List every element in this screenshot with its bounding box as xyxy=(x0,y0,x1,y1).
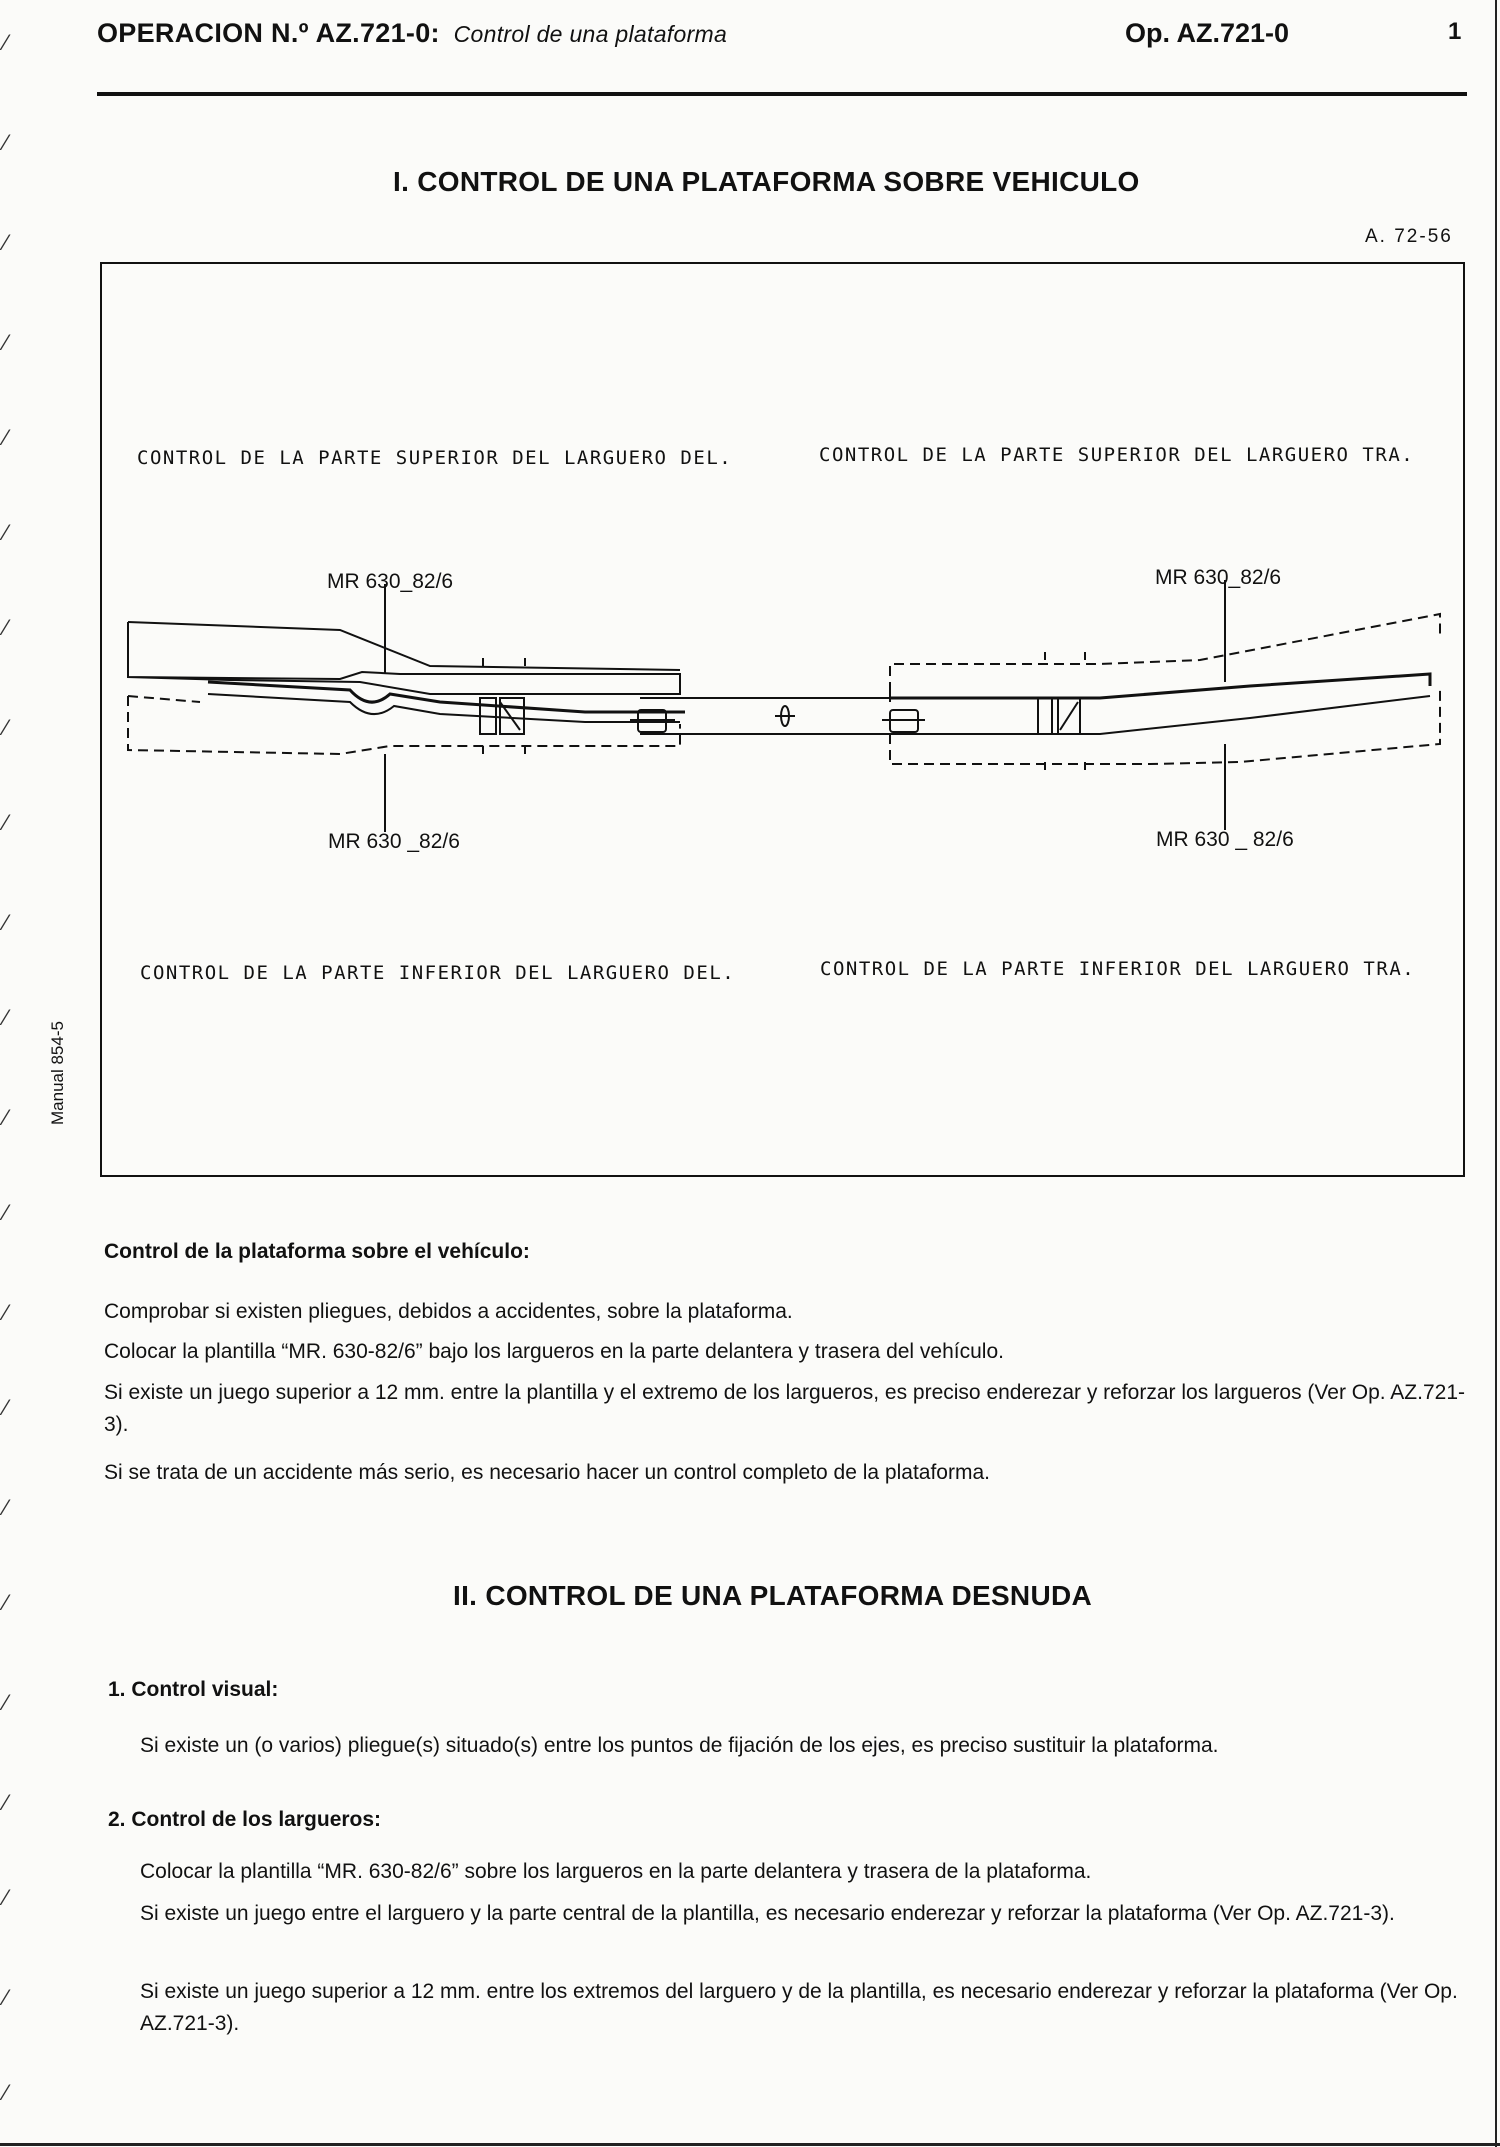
body1-para2: Colocar la plantilla “MR. 630-82/6” bajo los largueros en la parte delantera y trasera del vehículo. xyxy=(104,1340,1004,1363)
front-bottom-template xyxy=(128,696,680,754)
body1-para4: Si se trata de un accidente más serio, es necesario hacer un control completo de la plataforma. xyxy=(104,1461,990,1484)
mr-label-top-front: MR 630_82/6 xyxy=(327,570,454,593)
edge-mark: ⁄ xyxy=(4,130,8,155)
front-top-template-edge xyxy=(128,622,680,670)
edge-mark: ⁄ xyxy=(4,230,8,255)
edge-mark: ⁄ xyxy=(4,1790,8,1815)
mr-label-bottom-rear: MR 630 _ 82/6 xyxy=(1156,828,1294,851)
edge-mark: ⁄ xyxy=(4,520,8,545)
edge-mark: ⁄ xyxy=(4,1105,8,1130)
edge-mark: ⁄ xyxy=(4,910,8,935)
edge-mark: ⁄ xyxy=(4,715,8,740)
edge-mark: ⁄ xyxy=(4,1300,8,1325)
item2-heading: 2. Control de los largueros: xyxy=(108,1808,382,1831)
mr-label-top-rear: MR 630_82/6 xyxy=(1155,566,1282,589)
figure-ref: A. 72-56 xyxy=(1365,226,1453,247)
operation-subtitle: Control de una plataforma xyxy=(453,21,728,47)
page-edge-bottom xyxy=(0,2143,1500,2146)
edge-mark: ⁄ xyxy=(4,1495,8,1520)
edge-mark: ⁄ xyxy=(4,1395,8,1420)
page-edge-right xyxy=(1495,0,1497,2147)
section2-title: II. CONTROL DE UNA PLATAFORMA DESNUDA xyxy=(453,1580,1093,1611)
operation-number: OPERACION N.º AZ.721-0: xyxy=(97,18,440,48)
item2-para1: Colocar la plantilla “MR. 630-82/6” sobre los largueros en la parte delantera y trasera de la plataforma. xyxy=(140,1860,1092,1883)
label-top-front: CONTROL DE LA PARTE SUPERIOR DEL LARGUERO DEL. xyxy=(137,447,733,469)
edge-mark: ⁄ xyxy=(4,1200,8,1225)
item2-para3: Si existe un juego superior a 12 mm. entre los extremos del larguero y de la plantilla, es necesario enderezar y reforzar la plataforma (Ver Op. AZ.721-3). xyxy=(140,1980,1458,2035)
item1-para1: Si existe un (o varios) pliegue(s) situado(s) entre los puntos de fijación de los ejes, es preciso sustituir la plataforma. xyxy=(140,1734,1219,1757)
header-rule xyxy=(97,92,1467,96)
manual-margin-note: Manual 854-5 xyxy=(48,1021,67,1125)
item2-para2: Si existe un juego entre el larguero y la parte central de la plantilla, es necesario enderezar y reforzar la plataforma (Ver Op. AZ.721-3). xyxy=(140,1902,1395,1925)
rear-clamp-1 xyxy=(1038,698,1052,734)
op-code: Op. AZ.721-0 xyxy=(1125,18,1290,48)
edge-mark: ⁄ xyxy=(4,2080,8,2105)
edge-mark: ⁄ xyxy=(4,1005,8,1030)
section1-title: I. CONTROL DE UNA PLATAFORMA SOBRE VEHICULO xyxy=(393,166,1140,197)
page-number: 1 xyxy=(1448,18,1462,45)
edge-mark: ⁄ xyxy=(4,1590,8,1615)
edge-mark: ⁄ xyxy=(4,1985,8,2010)
edge-mark: ⁄ xyxy=(4,810,8,835)
platform-diagram xyxy=(100,262,1465,1177)
label-bottom-rear: CONTROL DE LA PARTE INFERIOR DEL LARGUERO TRA. xyxy=(820,958,1416,980)
rear-longeron xyxy=(890,674,1430,698)
label-top-rear: CONTROL DE LA PARTE SUPERIOR DEL LARGUERO TRA. xyxy=(819,444,1415,466)
edge-mark: ⁄ xyxy=(4,330,8,355)
edge-mark: ⁄ xyxy=(4,615,8,640)
edge-mark: ⁄ xyxy=(4,1885,8,1910)
edge-mark: ⁄ xyxy=(4,425,8,450)
edge-mark: ⁄ xyxy=(4,1690,8,1715)
body1-heading: Control de la plataforma sobre el vehículo: xyxy=(104,1240,530,1263)
body1-para1: Comprobar si existen pliegues, debidos a accidentes, sobre la plataforma. xyxy=(104,1300,793,1323)
body1-para3: Si existe un juego superior a 12 mm. entre la plantilla y el extremo de los largueros, es preciso enderezar y reforzar los largueros (Ver Op. AZ.721-3). xyxy=(104,1381,1465,1436)
mr-label-bottom-front: MR 630 _82/6 xyxy=(328,830,460,853)
item1-heading: 1. Control visual: xyxy=(108,1678,279,1701)
header-operation xyxy=(97,18,727,49)
edge-mark: ⁄ xyxy=(4,30,8,55)
label-bottom-front: CONTROL DE LA PARTE INFERIOR DEL LARGUERO DEL. xyxy=(140,962,736,984)
front-longeron xyxy=(208,682,685,712)
